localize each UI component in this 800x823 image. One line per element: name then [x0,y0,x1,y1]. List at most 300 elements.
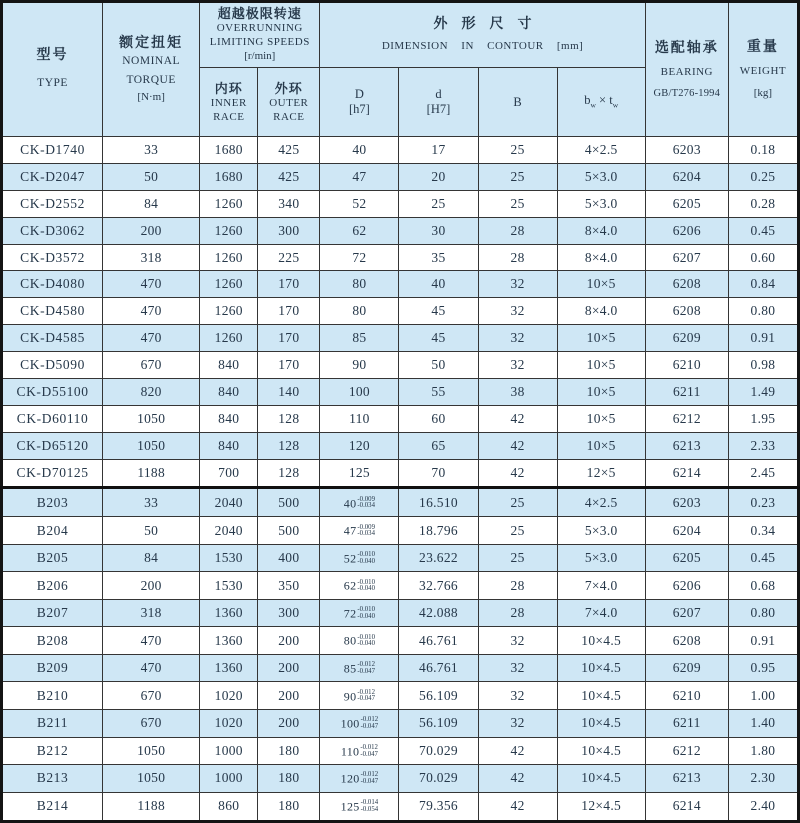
cell-d: 46.761 [399,654,478,682]
cell-weight: 0.18 [728,137,798,164]
cell-type: CK-D2047 [2,163,103,190]
cell-inner: 840 [200,379,258,406]
col-header-B [478,68,557,137]
cell-B: 28 [478,572,557,600]
cell-d: 16.510 [399,488,478,517]
cell-outer: 225 [258,244,320,271]
cell-B: 32 [478,352,557,379]
cell-d: 70.029 [399,737,478,765]
cell-bt: 10×4.5 [557,654,645,682]
cell-D-toleranced: 62 -0.010 -0.040 [320,572,399,600]
table-row [2,599,799,627]
cell-bt: 4×2.5 [557,488,645,517]
cell-weight: 1.00 [728,682,798,710]
table-row [2,217,799,244]
weight-label-zh: 重量 [746,39,779,55]
col-header-inner-race [200,68,258,137]
cell-d: 45 [399,325,478,352]
cell-type: B213 [2,765,103,793]
cell-torque: 318 [103,599,200,627]
table-row [2,765,799,793]
cell-type: B210 [2,682,103,710]
cell-bearing: 6204 [645,517,728,545]
cell-torque: 470 [103,298,200,325]
cell-type: B207 [2,599,103,627]
cell-torque: 470 [103,654,200,682]
cell-inner: 1260 [200,298,258,325]
outer-race-en2: RACE [273,110,305,123]
table-row [2,710,799,738]
cell-d: 56.109 [399,710,478,738]
cell-D: 62 [320,217,399,244]
cell-bearing: 6208 [645,298,728,325]
col-header-bt [557,68,645,137]
cell-bearing: 6208 [645,627,728,655]
cell-torque: 84 [103,190,200,217]
cell-inner: 1530 [200,544,258,572]
cell-d: 50 [399,352,478,379]
cell-type: B211 [2,710,103,738]
cell-weight: 0.45 [728,544,798,572]
cell-torque: 33 [103,488,200,517]
cell-d: 17 [399,137,478,164]
cell-B: 32 [478,271,557,298]
cell-B: 28 [478,217,557,244]
cell-inner: 700 [200,459,258,487]
cell-inner: 1260 [200,325,258,352]
cell-bt: 10×4.5 [557,682,645,710]
cell-torque: 318 [103,244,200,271]
cell-torque: 200 [103,217,200,244]
cell-bt: 5×3.0 [557,544,645,572]
cell-type: CK-D4585 [2,325,103,352]
cell-D-toleranced: 52 -0.010 -0.040 [320,544,399,572]
cell-inner: 1020 [200,710,258,738]
cell-bt: 10×5 [557,432,645,459]
cell-inner: 1260 [200,190,258,217]
cell-outer: 128 [258,432,320,459]
cell-bt: 10×5 [557,352,645,379]
cell-weight: 2.33 [728,432,798,459]
cell-inner: 860 [200,792,258,821]
cell-D-toleranced: 110 -0.012 -0.047 [320,737,399,765]
cell-type: B203 [2,488,103,517]
cell-type: B212 [2,737,103,765]
cell-d: 35 [399,244,478,271]
cell-torque: 33 [103,137,200,164]
tolerance-stack: -0.012 -0.047 [360,743,378,758]
torque-label-zh: 额定扭矩 [119,35,184,51]
cell-B: 42 [478,792,557,821]
cell-bt: 12×4.5 [557,792,645,821]
cell-weight: 0.23 [728,488,798,517]
cell-d: 32.766 [399,572,478,600]
cell-weight: 1.40 [728,710,798,738]
cell-outer: 200 [258,627,320,655]
cell-bt: 10×4.5 [557,765,645,793]
cell-bearing: 6213 [645,432,728,459]
cell-d: 25 [399,190,478,217]
tolerance-stack: -0.010 -0.040 [357,578,375,593]
col-bt-label: $b_w \times t_w$ [584,93,619,110]
table-body [2,137,799,822]
col-B-label: B [513,94,522,109]
weight-unit: [kg] [753,86,773,99]
cell-d: 40 [399,271,478,298]
cell-torque: 1050 [103,765,200,793]
cell-D: 100 [320,379,399,406]
cell-inner: 1000 [200,765,258,793]
cell-weight: 0.98 [728,352,798,379]
cell-inner: 1360 [200,599,258,627]
cell-d: 45 [399,298,478,325]
speeds-label-en1: OVERRUNNING [216,22,303,34]
col-header-speeds [200,2,320,68]
cell-B: 32 [478,627,557,655]
cell-d: 18.796 [399,517,478,545]
cell-D: 40 [320,137,399,164]
table-row [2,517,799,545]
table-row [2,792,799,821]
table-row [2,737,799,765]
cell-outer: 400 [258,544,320,572]
cell-bt: 7×4.0 [557,572,645,600]
cell-d: 42.088 [399,599,478,627]
table-row [2,682,799,710]
cell-D: 52 [320,190,399,217]
cell-B: 25 [478,163,557,190]
cell-B: 42 [478,432,557,459]
cell-type: CK-D3572 [2,244,103,271]
cell-B: 42 [478,737,557,765]
cell-torque: 1050 [103,405,200,432]
col-D-line2: [h7] [348,102,370,116]
cell-outer: 500 [258,488,320,517]
col-header-bearing [645,2,728,137]
cell-weight: 1.80 [728,737,798,765]
cell-bt: 8×4.0 [557,244,645,271]
cell-bt: 5×3.0 [557,190,645,217]
cell-outer: 300 [258,217,320,244]
cell-weight: 0.28 [728,190,798,217]
cell-d: 79.356 [399,792,478,821]
cell-d: 70.029 [399,765,478,793]
table-row [2,190,799,217]
col-d-line1: d [435,87,442,101]
cell-B: 25 [478,544,557,572]
bearing-standard: GB/T276-1994 [653,87,721,99]
cell-torque: 200 [103,572,200,600]
dimension-label-en: DIMENSION IN CONTOUR [mm] [381,40,584,52]
inner-race-zh: 内环 [214,80,243,96]
table-row [2,544,799,572]
inner-race-en2: RACE [213,110,245,123]
tolerance-stack: -0.012 -0.047 [357,661,375,675]
cell-inner: 1000 [200,737,258,765]
speeds-unit: [r/min] [244,50,276,62]
cell-outer: 128 [258,405,320,432]
col-header-D [320,68,399,137]
cell-type: CK-D4580 [2,298,103,325]
table-row [2,654,799,682]
col-header-weight [728,2,798,137]
cell-torque: 670 [103,682,200,710]
cell-torque: 1188 [103,792,200,821]
cell-B: 28 [478,599,557,627]
cell-weight: 0.34 [728,517,798,545]
col-D-line1: D [354,87,364,101]
cell-B: 25 [478,488,557,517]
cell-type: B204 [2,517,103,545]
cell-inner: 1260 [200,217,258,244]
tolerance-stack: -0.012 -0.047 [360,771,379,786]
cell-D-toleranced: 100 -0.012 -0.047 [320,710,399,738]
cell-bt: 10×5 [557,325,645,352]
cell-weight: 2.45 [728,459,798,487]
table-row [2,298,799,325]
cell-inner: 1680 [200,163,258,190]
cell-outer: 128 [258,459,320,487]
cell-type: CK-D65120 [2,432,103,459]
cell-d: 20 [399,163,478,190]
col-header-type [2,2,103,137]
cell-D: 80 [320,298,399,325]
cell-B: 42 [478,459,557,487]
cell-inner: 1260 [200,271,258,298]
cell-outer: 425 [258,163,320,190]
cell-B: 38 [478,379,557,406]
cell-D-toleranced: 90 -0.012 -0.047 [320,682,399,710]
table-row [2,325,799,352]
cell-bt: 10×5 [557,271,645,298]
cell-bt: 12×5 [557,459,645,487]
cell-B: 25 [478,517,557,545]
cell-bt: 4×2.5 [557,137,645,164]
cell-B: 25 [478,137,557,164]
dimension-label-zh: 外形尺寸 [433,17,546,32]
cell-bearing: 6208 [645,271,728,298]
col-header-torque [103,2,200,137]
cell-torque: 470 [103,271,200,298]
cell-B: 32 [478,710,557,738]
cell-bt: 8×4.0 [557,298,645,325]
cell-torque: 50 [103,517,200,545]
cell-torque: 1050 [103,432,200,459]
cell-bt: 5×3.0 [557,517,645,545]
cell-outer: 200 [258,682,320,710]
cell-type: B209 [2,654,103,682]
cell-type: B214 [2,792,103,821]
cell-B: 32 [478,325,557,352]
cell-bearing: 6210 [645,352,728,379]
cell-d: 70 [399,459,478,487]
bearing-label-en: BEARING [660,65,713,78]
cell-inner: 2040 [200,517,258,545]
cell-weight: 0.91 [728,627,798,655]
table-row [2,572,799,600]
table-row [2,352,799,379]
cell-bearing: 6203 [645,488,728,517]
cell-B: 42 [478,405,557,432]
cell-inner: 1530 [200,572,258,600]
type-label-en: TYPE [37,76,68,89]
cell-weight: 0.25 [728,163,798,190]
torque-label-en1: NOMINAL [122,54,181,67]
cell-outer: 500 [258,517,320,545]
table-row [2,459,799,487]
table-row [2,379,799,406]
cell-inner: 1360 [200,627,258,655]
cell-torque: 470 [103,627,200,655]
cell-d: 65 [399,432,478,459]
cell-torque: 670 [103,352,200,379]
cell-d: 60 [399,405,478,432]
cell-torque: 820 [103,379,200,406]
cell-type: CK-D1740 [2,137,103,164]
table-row [2,244,799,271]
cell-bt: 10×4.5 [557,710,645,738]
cell-d: 55 [399,379,478,406]
cell-type: CK-D4080 [2,271,103,298]
cell-weight: 2.30 [728,765,798,793]
cell-bt: 5×3.0 [557,163,645,190]
cell-B: 32 [478,654,557,682]
cell-bearing: 6207 [645,244,728,271]
cell-outer: 170 [258,298,320,325]
cell-D-toleranced: 85 -0.012 -0.047 [320,654,399,682]
cell-D-toleranced: 47 -0.009 -0.034 [320,517,399,545]
cell-inner: 1020 [200,682,258,710]
cell-D-toleranced: 72 -0.010 -0.040 [320,599,399,627]
cell-weight: 0.84 [728,271,798,298]
cell-weight: 0.91 [728,325,798,352]
cell-B: 28 [478,244,557,271]
cell-bearing: 6203 [645,137,728,164]
speeds-label-en2: LIMITING SPEEDS [209,36,310,48]
table-row [2,432,799,459]
cell-outer: 180 [258,737,320,765]
table-row [2,271,799,298]
table-row [2,627,799,655]
cell-bearing: 6214 [645,792,728,821]
cell-D: 110 [320,405,399,432]
cell-weight: 1.95 [728,405,798,432]
cell-weight: 2.40 [728,792,798,821]
cell-bearing: 6206 [645,572,728,600]
cell-inner: 840 [200,352,258,379]
cell-D: 90 [320,352,399,379]
cell-d: 46.761 [399,627,478,655]
tolerance-stack: -0.012 -0.047 [357,688,375,703]
cell-torque: 50 [103,163,200,190]
tolerance-stack: -0.010 -0.040 [357,606,375,620]
table-header [2,2,799,137]
cell-bt: 8×4.0 [557,217,645,244]
cell-D: 120 [320,432,399,459]
cell-bearing: 6206 [645,217,728,244]
cell-inner: 840 [200,405,258,432]
cell-weight: 0.45 [728,217,798,244]
torque-label-en2: TORQUE [126,73,176,86]
cell-weight: 0.68 [728,572,798,600]
cell-weight: 0.95 [728,654,798,682]
speeds-label-zh: 超越极限转速 [217,6,302,21]
tolerance-stack: -0.009 -0.034 [357,523,375,538]
cell-B: 32 [478,682,557,710]
cell-D: 72 [320,244,399,271]
cell-outer: 200 [258,710,320,738]
cell-bearing: 6211 [645,710,728,738]
cell-bearing: 6209 [645,325,728,352]
cell-outer: 180 [258,792,320,821]
cell-bearing: 6207 [645,599,728,627]
cell-bearing: 6212 [645,737,728,765]
cell-D-toleranced: 80 -0.010 -0.040 [320,627,399,655]
cell-outer: 170 [258,271,320,298]
inner-race-en1: INNER [210,96,247,109]
col-d-line2: [H7] [426,102,451,116]
cell-bearing: 6212 [645,405,728,432]
table-row [2,488,799,517]
cell-D-toleranced: 120 -0.012 -0.047 [320,765,399,793]
bearing-label-zh: 选配轴承 [654,40,719,56]
cell-d: 30 [399,217,478,244]
cell-type: B205 [2,544,103,572]
outer-race-en1: OUTER [269,96,309,109]
cell-D-toleranced: 40 -0.009 -0.034 [320,488,399,517]
cell-inner: 2040 [200,488,258,517]
tolerance-stack: -0.014 -0.054 [360,799,379,813]
cell-d: 23.622 [399,544,478,572]
cell-outer: 300 [258,599,320,627]
cell-outer: 170 [258,352,320,379]
cell-D: 80 [320,271,399,298]
col-header-outer-race [258,68,320,137]
cell-bearing: 6213 [645,765,728,793]
cell-B: 32 [478,298,557,325]
cell-type: CK-D3062 [2,217,103,244]
cell-type: CK-D2552 [2,190,103,217]
cell-torque: 670 [103,710,200,738]
cell-weight: 0.80 [728,298,798,325]
outer-race-zh: 外环 [274,80,303,96]
cell-bearing: 6210 [645,682,728,710]
cell-bearing: 6209 [645,654,728,682]
tolerance-stack: -0.009 -0.034 [357,495,375,510]
cell-outer: 180 [258,765,320,793]
cell-D: 85 [320,325,399,352]
tolerance-stack: -0.010 -0.040 [357,551,375,565]
cell-torque: 84 [103,544,200,572]
cell-bt: 10×4.5 [557,737,645,765]
cell-outer: 200 [258,654,320,682]
cell-inner: 1360 [200,654,258,682]
cell-D: 47 [320,163,399,190]
cell-bearing: 6211 [645,379,728,406]
cell-bearing: 6204 [645,163,728,190]
torque-unit: [N·m] [137,90,165,103]
cell-bt: 10×4.5 [557,627,645,655]
cell-weight: 0.60 [728,244,798,271]
cell-outer: 170 [258,325,320,352]
table-row [2,163,799,190]
cell-D-toleranced: 125 -0.014 -0.054 [320,792,399,821]
cell-type: CK-D5090 [2,352,103,379]
cell-inner: 840 [200,432,258,459]
cell-bt: 10×5 [557,379,645,406]
tolerance-stack: -0.010 -0.040 [357,633,375,648]
col-header-dimension [320,2,645,68]
